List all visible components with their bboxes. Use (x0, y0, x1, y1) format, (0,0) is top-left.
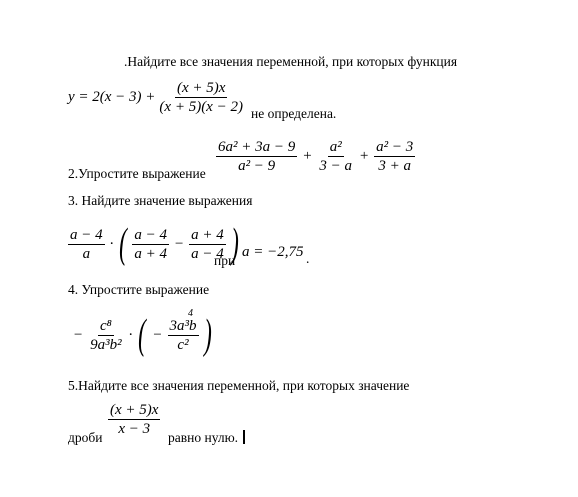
task1-function (68, 76, 247, 118)
task2-op2: + (359, 147, 370, 164)
task3-fraction-1 (68, 226, 105, 263)
task5-fraction (108, 401, 160, 438)
task4-minus: − (73, 326, 84, 343)
task4-label: 4. Упростите выражение (68, 282, 210, 297)
task4-left-paren: ( (138, 312, 147, 358)
task3-f2-denominator: a + 4 (134, 245, 167, 262)
task3-left-paren: ( (119, 221, 128, 267)
task2-f1-numerator: 6a² + 3a − 9 (218, 138, 296, 155)
task3-pri: при (214, 253, 236, 268)
task2-f3-numerator: a² − 3 (376, 138, 414, 155)
task4-inner-minus: − (152, 326, 163, 343)
task2-f3-denominator: 3 + a (378, 157, 411, 174)
task3-f2-numerator: a − 4 (134, 226, 167, 243)
task3-fraction-2 (132, 226, 169, 263)
task5-suffix: равно нулю. (168, 430, 239, 445)
task1-denominator: (x + 5)(x − 2) (159, 98, 243, 115)
task5-denominator: x − 3 (118, 420, 151, 437)
task5-expression (106, 398, 162, 440)
task5-label: 5.Найдите все значения переменной, при которых значение (68, 378, 410, 393)
task2-expression (214, 135, 417, 177)
task1-y-label: y = 2(x − 3) + (68, 88, 156, 105)
task1-fraction (157, 79, 245, 116)
task4-f1-numerator: c⁸ (99, 317, 112, 334)
task2-f2-denominator: 3 − a (319, 157, 352, 174)
task2-fraction-3 (374, 138, 415, 175)
task4-f2-denominator: c² (177, 336, 189, 353)
task2-fraction-2 (317, 138, 354, 175)
task2-op1: + (302, 147, 313, 164)
task3-f1-denominator: a (82, 245, 91, 262)
text-cursor (243, 430, 245, 444)
task2-f1-denominator: a² − 9 (238, 157, 276, 174)
task2-f2-numerator: a² (329, 138, 342, 155)
task1-numerator: (x + 5)x (176, 79, 226, 96)
task4-f2-numerator: 3a³b (169, 317, 197, 334)
task4-f1-denominator: 9a³b² (90, 336, 122, 353)
task3-right-paren: ) (230, 221, 239, 267)
task4-dot: · (128, 326, 133, 343)
task4-fraction-2 (168, 317, 199, 354)
task3-f3-numerator: a + 4 (191, 226, 224, 243)
task4-right-paren: ) (203, 312, 212, 358)
task3-f1-numerator: a − 4 (70, 226, 103, 243)
task1-intro: .Найдите все значения переменной, при которых функция (124, 54, 458, 69)
task5-prefix: дроби (68, 430, 103, 445)
task3-f3-denominator: a − 4 (191, 245, 224, 262)
task4-power: 4 (188, 308, 193, 319)
task3-minus: − (174, 235, 185, 252)
task3-label: 3. Найдите значение выражения (68, 193, 253, 208)
task4-fraction-1 (88, 317, 124, 354)
task5-numerator: (x + 5)x (110, 401, 159, 418)
task3-condition: a = −2,75 (242, 244, 304, 260)
task3-end: . (306, 251, 310, 266)
task2-fraction-1 (216, 138, 297, 175)
task1-suffix: не определена. (251, 106, 337, 121)
task3-dot: · (109, 235, 114, 252)
task2-label: 2.Упростите выражение (68, 166, 206, 181)
